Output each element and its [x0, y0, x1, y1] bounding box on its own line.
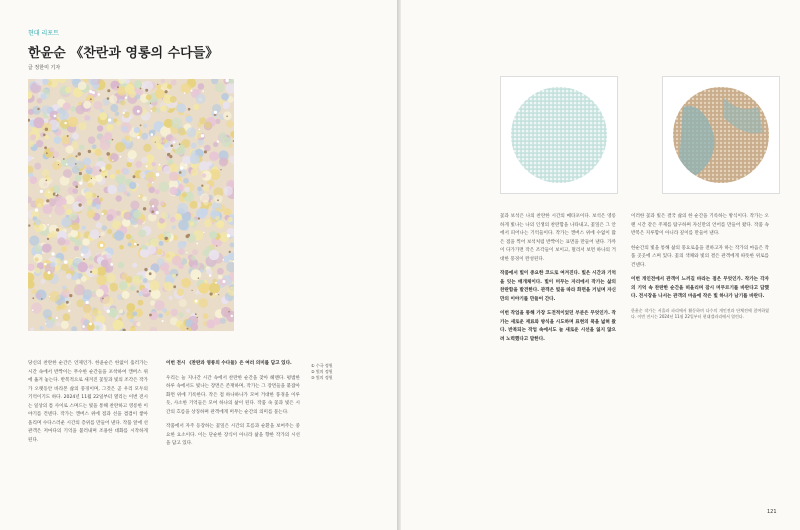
- right-column-2: [631, 213, 769, 326]
- question: 이번 전시 《찬란과 영롱의 수다들》은 여러 의미를 담고 있다.: [166, 361, 292, 366]
- hydrangea-artwork-image: [28, 79, 234, 331]
- paragraph: 작품에서 자주 등장하는 꽃잎은 시간의 흐름과 순환을 보여주는 중요한 요소이다. 이는 단순한 장식이 아니라 삶을 향한 작가의 시선을 담고 있다.: [166, 424, 300, 446]
- paragraph: 한순간의 빛을 통해 삶의 풍요로움을 전하고자 하는 작가의 마음은 작품 곳곳에 스며 있다. 꽃의 색채와 빛의 결은 관객에게 따뜻한 위로를 건넨다.: [631, 245, 769, 268]
- left-page: [0, 0, 397, 530]
- left-column-1: [28, 360, 148, 451]
- light-garden-artwork-1: [500, 76, 618, 194]
- left-column-2: [166, 360, 300, 455]
- caption-3: ③ 빛의 정원: [311, 375, 333, 380]
- paragraph: 작품에서 빛이 중요한 코드로 여겨진다. 빛은 시간과 기억을 잇는 매개체이다. 빛이 머무는 자리에서 작가는 삶의 찬란함을 발견한다. 관객은 빛을 따라 화면을 거닐며 자신만의 이야기를 만들어 간다.: [500, 271, 616, 302]
- light-garden-artwork-2: [662, 76, 780, 194]
- paragraph: 이러한 꽃과 빛은 결국 삶의 한 순간을 기록하는 방식이다. 작가는 오랜 시간 같은 주제를 탐구하며 자신만의 언어를 만들어 왔다. 작품 속 반복은 지루함이 아니라 깊이를 만들어 낸다.: [631, 214, 769, 236]
- page-number: 121: [767, 509, 777, 515]
- caption-2: ② 빛의 정원: [311, 369, 333, 374]
- byline: 글 정한미 기자: [28, 65, 61, 71]
- paragraph: 당신의 찬란한 순간은 언제인가. 한윤순은 한없이 흘러가는 시간 속에서 반짝이는 무수한 순간들을 포착하여 캔버스 위에 옮겨 놓는다. 반복적으로 새겨진 꽃잎과 빛의 조각은 작가가 오랫동안 바라본 삶의 풍경이며, 그것은 곧 우리 모두의 기억이기도 하다. 2024년 11월 22일부터 열리는 이번 전시는 일상의 틈 사이로 스며드는 빛을 통해 찬란하고 영롱한 이야기를 건넨다. 작가는 캔버스 위에 점과 선을 겹겹이 쌓아 올리며 수다스러운 시간의 층위를 만들어 낸다. 작품 앞에 선 관객은 저마다의 기억을 불러내며 조용한 대화를 시작하게 된다.: [28, 361, 148, 443]
- paragraph: 이번 작업을 통해 가장 도전적이었던 부분은 무엇인가. 작가는 새로운 재료와 방식을 시도하며 표현의 폭을 넓혀 왔다. 반복되는 작업 속에서도 늘 새로운 시선을 잃지 않으려 노력했다고 말한다.: [500, 311, 616, 342]
- image-captions: [311, 363, 333, 381]
- right-column-1: [500, 213, 616, 350]
- caption-1: ① 수국 정원: [311, 363, 333, 368]
- paragraph: 우리는 늘 지나간 시간 속에서 찬란한 순간을 찾아 헤맨다. 평범한 하루 속에서도 빛나는 장면은 존재하며, 작가는 그 장면들을 붙잡아 화면 위에 기록한다. 작은 점 하나하나가 모여 거대한 풍경을 이루듯, 사소한 기억들은 모여 하나의 삶이 된다. 작품 속 꽃과 빛은 시간의 흐름을 상징하며 관객에게 머무는 순간의 의미를 묻는다.: [166, 375, 300, 415]
- artist-note: 한윤순 작가는 서울과 파리에서 활동하며 다수의 개인전과 단체전에 참여하였다. 이번 전시는 2024년 11월 22일부터 현대갤러리에서 열린다.: [631, 307, 769, 319]
- section-label: 현대 리포트: [28, 30, 59, 37]
- paragraph: 꽃과 보석은 나의 찬란한 시간의 메타포이다. 보석은 영롱하게 빛나는 나의 인생의 찬란함을 나타내고, 꽃잎은 그 안에서 피어나는 기억들이다. 작가는 캔버스 위에 수없이 많은 점을 찍어 보석처럼 반짝이는 표면을 만들어 낸다. 가까이 다가가면 작은 조각들이 보이고, 멀리서 보면 하나의 거대한 풍경이 완성된다.: [500, 214, 616, 262]
- article-title: 한윤순 《찬란과 영롱의 수다들》: [28, 46, 219, 61]
- right-page: [401, 0, 800, 530]
- paragraph: 이번 개인전에서 관객이 느끼길 바라는 점은 무엇인가. 작가는 각자의 기억 속 찬란한 순간을 떠올리며 잠시 머무르기를 바란다고 답했다. 전시장을 나서는 관객의 마음에 작은 빛 하나가 남기를 바란다.: [631, 277, 769, 299]
